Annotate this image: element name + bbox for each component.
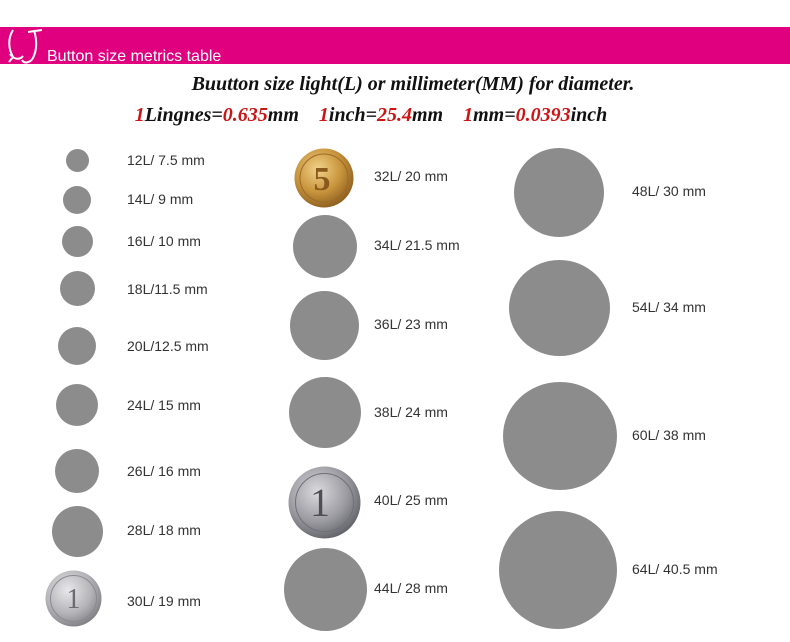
button-circle-28l	[52, 506, 103, 557]
button-circle-16l	[62, 226, 93, 257]
button-circle-14l	[63, 186, 91, 214]
button-circle-36l	[290, 291, 359, 360]
button-circle-38l	[289, 377, 361, 448]
button-circle-20l	[58, 327, 96, 365]
button-circle-24l	[56, 384, 98, 426]
size-label: 32L/ 20 mm	[374, 168, 448, 184]
conversion-unit: mm	[411, 104, 444, 126]
conversion-unit: mm	[267, 104, 299, 126]
conversion-text: Lingnes=	[144, 104, 223, 126]
size-label: 12L/ 7.5 mm	[127, 152, 205, 168]
coin-five-jiao-icon	[294, 148, 354, 208]
lj-logo	[4, 24, 50, 66]
banner-title: Button size metrics table	[47, 48, 222, 65]
conversion-text: inch=	[328, 104, 377, 126]
size-label: 26L/ 16 mm	[127, 463, 201, 479]
size-label: 16L/ 10 mm	[127, 233, 201, 249]
button-circle-18l	[60, 271, 95, 306]
size-label: 40L/ 25 mm	[374, 492, 448, 508]
subtitle: Buutton size light(L) or millimeter(MM) for diameter.	[191, 73, 635, 95]
size-label: 64L/ 40.5 mm	[632, 561, 718, 577]
conversion-value: 0.635	[222, 104, 268, 126]
size-label: 34L/ 21.5 mm	[374, 237, 460, 253]
button-circle-34l	[293, 215, 357, 278]
conversion-value: 0.0393	[515, 104, 571, 126]
size-label: 30L/ 19 mm	[127, 593, 201, 609]
conversion-unit: inch	[570, 104, 608, 126]
conversion-line	[0, 104, 766, 127]
size-label: 60L/ 38 mm	[632, 427, 706, 443]
button-circle-26l	[55, 449, 99, 493]
button-circle-12l	[66, 149, 89, 172]
conversion-num: 1	[318, 104, 329, 126]
size-label: 28L/ 18 mm	[127, 522, 201, 538]
coin-value: 5	[313, 161, 331, 198]
size-label: 48L/ 30 mm	[632, 183, 706, 199]
size-label: 14L/ 9 mm	[127, 191, 194, 207]
button-circle-60l	[503, 382, 617, 490]
size-label: 18L/11.5 mm	[127, 281, 208, 297]
conversion-num: 1	[463, 104, 474, 126]
size-label: 24L/ 15 mm	[127, 397, 201, 413]
conversion-num: 1	[134, 104, 145, 126]
button-circle-44l	[284, 548, 367, 631]
button-circle-64l	[499, 511, 617, 629]
coin-value: 1	[310, 480, 330, 525]
button-circle-54l	[509, 260, 610, 356]
coin-value: 1	[66, 584, 81, 615]
size-label: 36L/ 23 mm	[374, 316, 448, 332]
coin-one-yuan-icon	[45, 570, 102, 627]
size-label: 54L/ 34 mm	[632, 299, 706, 315]
conversion-text: mm=	[473, 104, 516, 126]
size-label: 38L/ 24 mm	[374, 404, 448, 420]
button-circle-48l	[514, 148, 604, 237]
size-label: 44L/ 28 mm	[374, 580, 448, 596]
conversion-value: 25.4	[376, 104, 412, 126]
size-label: 20L/12.5 mm	[127, 338, 209, 354]
coin-one-yuan-icon	[288, 466, 361, 539]
